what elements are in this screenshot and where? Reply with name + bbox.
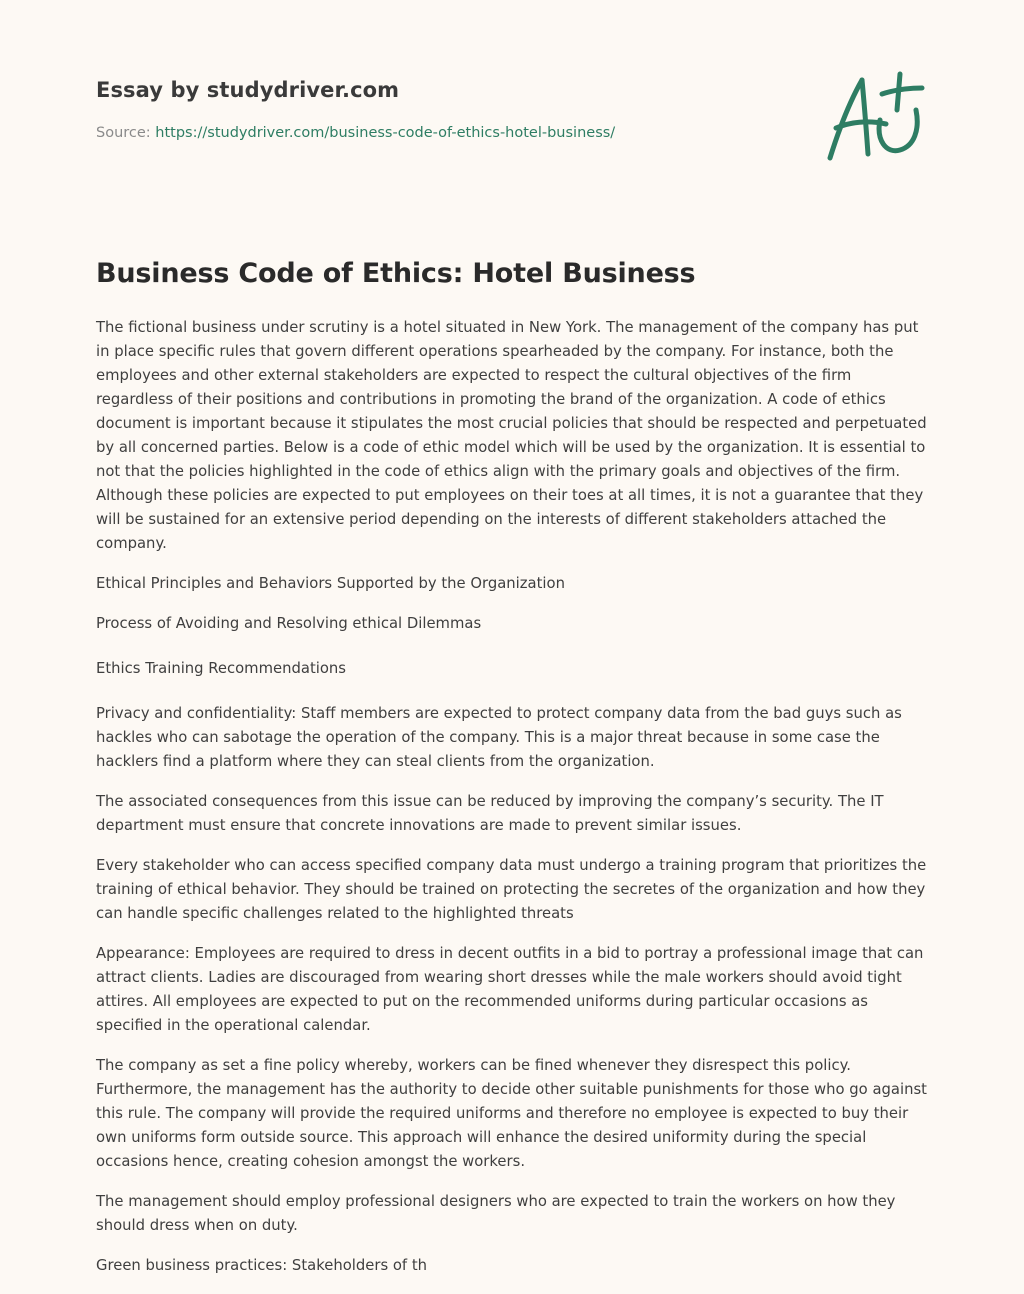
paragraph-appearance: Appearance: Employees are required to dress in decent outfits in a bid to portray a professional image that can attract clients. Ladies are discouraged from wearing short dresses while the male workers should avoid tight attires. All employees are expected to put on the recommended uniforms during particular occasions as specified in the operational calendar. — [96, 945, 924, 1034]
section-heading-ethical-dilemmas: Process of Avoiding and Resolving ethical Dilemmas — [96, 615, 482, 632]
page-header — [96, 74, 796, 143]
paragraph-green-practices: Green business practices: Stakeholders of th — [96, 1257, 428, 1274]
source-link[interactable]: https://studydriver.com/business-code-of-ethics-hotel-business/ — [155, 125, 616, 141]
source-label: Source: — [96, 125, 156, 141]
article — [96, 254, 931, 1294]
a-plus-logo-graphic — [820, 66, 930, 166]
source-line — [96, 123, 796, 143]
a-plus-logo-icon — [820, 66, 930, 166]
paragraph-privacy: Privacy and confidentiality: Staff members are expected to protect company data from the bad guys such as hackles who can sabotage the operation of the company. This is a major threat because in some case the hacklers find a platform where they can steal clients from the organization. — [96, 705, 902, 770]
article-body — [96, 316, 931, 1278]
paragraph-appearance-training: The management should employ professional designers who are expected to train the workers on how they should dress when on duty. — [96, 1193, 896, 1234]
paragraph-privacy-training: Every stakeholder who can access specified company data must undergo a training program that prioritizes the training of ethical behavior. They should be trained on protecting the secretes of the organization and how they can handle specific challenges related to the highlighted threats — [96, 857, 927, 922]
site-title: Essay by studydriver.com — [96, 78, 400, 102]
paragraph-appearance-policy: The company as set a fine policy whereby, workers can be fined whenever they disrespect this policy. Furthermore, the management has the authority to decide other suitable punishments for those who go against this rule. The company will provide the required uniforms and therefore no employee is expected to buy their own uniforms form outside source. This approach will enhance the desired uniformity during the special occasions hence, creating cohesion amongst the workers. — [96, 1057, 927, 1170]
section-heading-ethics-training: Ethics Training Recommendations — [96, 660, 347, 677]
paragraph-intro: The fictional business under scrutiny is a hotel situated in New York. The management of the company has put in place specific rules that govern different operations spearheaded by the company. For instance, both the employees and other external stakeholders are expected to respect the cultural objectives of the firm regardless of their positions and contributions in promoting the brand of the organization. A code of ethics document is important because it stipulates the most crucial policies that should be respected and perpetuated by all concerned parties. Below is a code of ethic model which will be used by the organization. It is essential to not that the policies highlighted in the code of ethics align with the primary goals and objectives of the firm. Although these policies are expected to put employees on their toes at all times, it is not a guarantee that they will be sustained for an extensive period depending on the interests of different stakeholders attached the company. — [96, 319, 927, 552]
section-heading-ethical-principles: Ethical Principles and Behaviors Supported by the Organization — [96, 575, 565, 592]
article-title: Business Code of Ethics: Hotel Business — [96, 258, 696, 289]
paragraph-privacy-consequences: The associated consequences from this issue can be reduced by improving the company’s security. The IT department must ensure that concrete innovations are made to prevent similar issues. — [96, 793, 884, 834]
